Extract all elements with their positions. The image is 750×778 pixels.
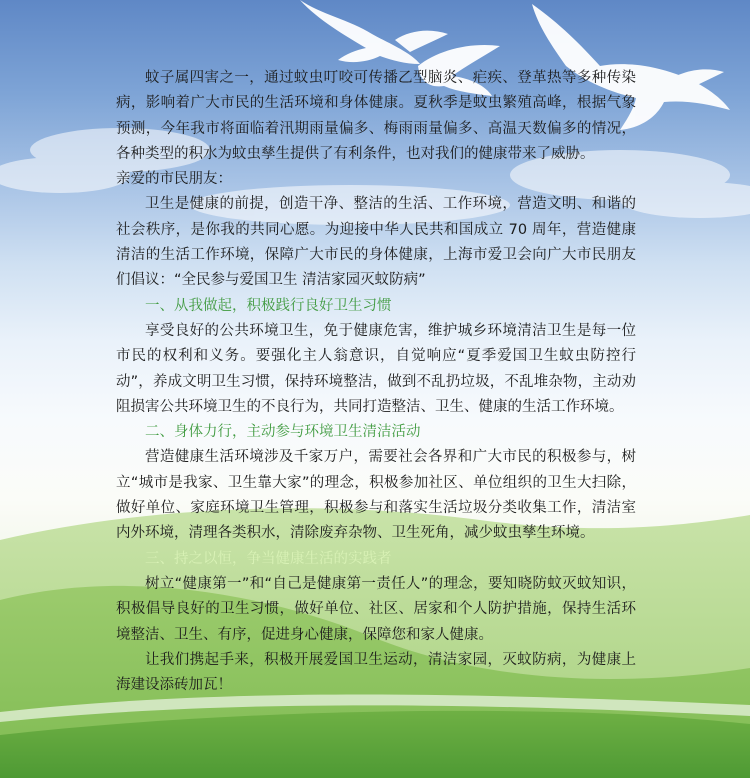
section-paragraph-2: 营造健康生活环境涉及千家万户，需要社会各界和广大市民的积极参与，树立“城市是我家、卫生靠大家”的理念，积极参加社区、单位组织的卫生大扫除，做好单位、家庭环境卫生管理，积极参与和落实生活垃圾分类收集工作，清洁室内外环境，清理各类积水，清除废弃杂物、卫生死角，减少蚊虫孳生环境。 (116, 449, 636, 542)
closing-paragraph: 让我们携起手来，积极开展爱国卫生运动，清洁家园，灭蚊防病，为健康上海建设添砖加瓦！ (116, 651, 636, 694)
letter-body (116, 66, 636, 698)
greeting: 亲爱的市民朋友： (116, 171, 232, 188)
section-heading-2: 二、身体力行，主动参与环境卫生清洁活动 (145, 424, 421, 441)
section-heading-1: 一、从我做起，积极践行良好卫生习惯 (145, 297, 392, 314)
section-heading-3: 三、持之以恒，争当健康生活的实践者 (145, 550, 392, 567)
dove-icon (300, 0, 448, 64)
body-paragraph: 卫生是健康的前提，创造干净、整洁的生活、工作环境，营造文明、和谐的社会秩序，是你我的共同心愿。为迎接中华人民共和国成立 70 周年，营造健康清洁的生活工作环境，保障广大市民的身体健康，上海市爱卫会向广大市民朋友们倡议：“全民参与爱国卫生 清洁家园灭蚊防病” (116, 196, 636, 289)
section-paragraph-1: 享受良好的公共环境卫生，免于健康危害，维护城乡环境清洁卫生是每一位市民的权利和义务。要强化主人翁意识，自觉响应“夏季爱国卫生蚊虫防控行动”，养成文明卫生习惯，保持环境整洁，做到不乱扔垃圾，不乱堆杂物，主动劝阻损害公共环境卫生的不良行为，共同打造整洁、卫生、健康的生活工作环境。 (116, 322, 636, 415)
section-paragraph-3: 树立“健康第一”和“自己是健康第一责任人”的理念，要知晓防蚊灭蚊知识，积极倡导良好的卫生习惯，做好单位、社区、居家和个人防护措施，保持生活环境整洁、卫生、有序，促进身心健康，保障您和家人健康。 (116, 575, 636, 643)
intro-paragraph: 蚊子属四害之一，通过蚊虫叮咬可传播乙型脑炎、疟疾、登革热等多种传染病，影响着广大市民的生活环境和身体健康。夏秋季是蚊虫繁殖高峰，根据气象预测，今年我市将面临着汛期雨量偏多、梅雨雨量偏多、高温天数偏多的情况，各种类型的积水为蚊虫孳生提供了有利条件，也对我们的健康带来了威胁。 (116, 70, 636, 162)
